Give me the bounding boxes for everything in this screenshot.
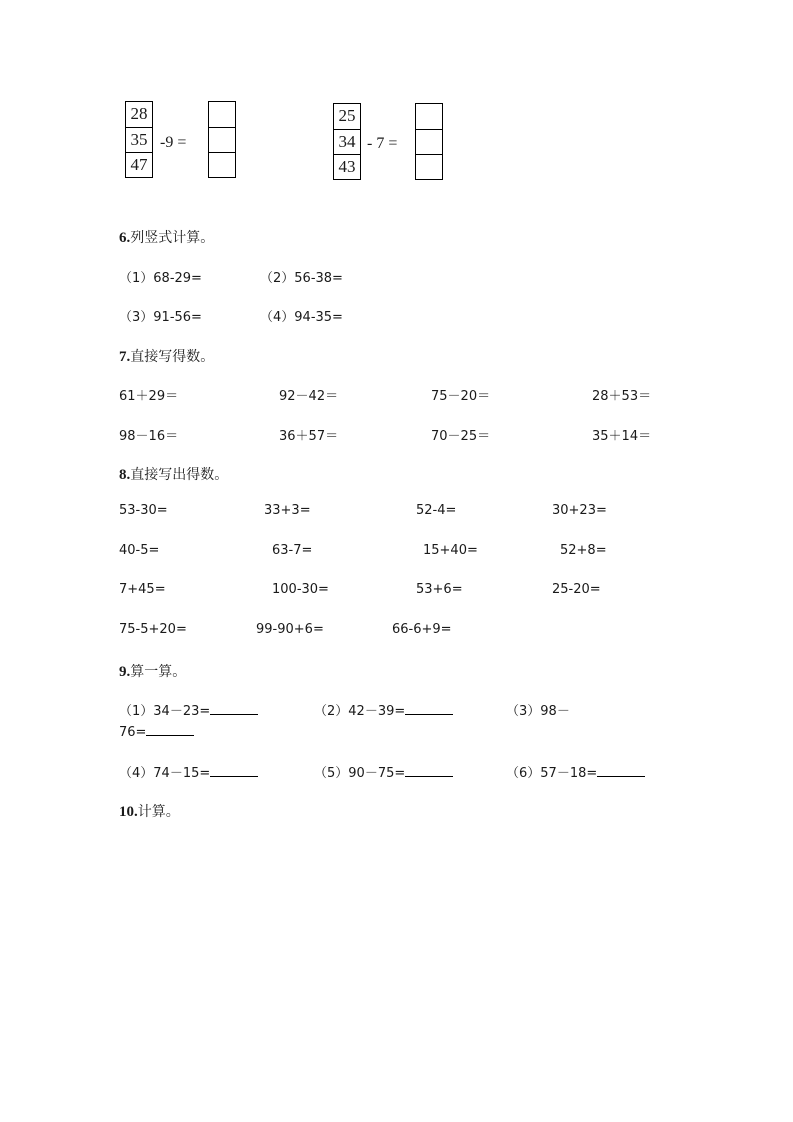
q7-item: 70－25＝ <box>431 429 491 444</box>
q8-item: 30+23= <box>552 503 607 518</box>
answer-box[interactable] <box>209 127 235 152</box>
question-10-title <box>119 801 180 821</box>
q9-expression: （2）42－39= <box>314 704 406 719</box>
q6-item-4: （4）94-35= <box>260 310 343 325</box>
q8-item: 100-30= <box>272 582 329 597</box>
q8-item: 7+45= <box>119 582 166 597</box>
answer-box[interactable] <box>416 154 442 179</box>
q9-item-5 <box>314 762 453 781</box>
question-text: 列竖式计算。 <box>130 230 215 246</box>
q9-expression: （6）57－18= <box>506 766 598 781</box>
q9-item-4 <box>119 762 258 781</box>
q8-item: 33+3= <box>264 503 311 518</box>
q9-expression: （5）90－75= <box>314 766 406 781</box>
stack-number: 35 <box>126 127 152 152</box>
stack-number: 34 <box>334 129 360 154</box>
q9-item-1 <box>119 700 258 719</box>
stack-number: 25 <box>338 106 356 125</box>
q6-item-1: （1）68-29= <box>119 271 202 286</box>
q9-expression: （4）74－15= <box>119 766 211 781</box>
q8-item: 52+8= <box>560 543 607 558</box>
q7-item: 36＋57＝ <box>279 429 339 444</box>
q7-item: 75－20＝ <box>431 389 491 404</box>
answer-blank[interactable] <box>210 702 258 715</box>
question-7-title <box>119 346 214 366</box>
q8-item: 53+6= <box>416 582 463 597</box>
number-stack-1 <box>125 101 153 178</box>
q9-expression: （1）34－23= <box>119 704 211 719</box>
q8-item: 75-5+20= <box>119 622 187 637</box>
question-number: 10. <box>119 804 138 820</box>
q8-item: 40-5= <box>119 543 160 558</box>
q8-item: 53-30= <box>119 503 168 518</box>
answer-box[interactable] <box>416 129 442 154</box>
q8-item: 52-4= <box>416 503 457 518</box>
stack-number: 47 <box>126 152 152 177</box>
question-number: 6. <box>119 230 131 246</box>
q7-item: 61＋29＝ <box>119 389 179 404</box>
q8-item: 15+40= <box>423 543 478 558</box>
q6-item-3: （3）91-56= <box>119 310 202 325</box>
answer-blank[interactable] <box>146 723 194 736</box>
q8-item: 99-90+6= <box>256 622 324 637</box>
question-number: 7. <box>119 349 131 365</box>
answer-boxes-1[interactable] <box>208 101 236 178</box>
stack-number: 28 <box>130 104 148 123</box>
question-9-title <box>119 661 186 681</box>
answer-blank[interactable] <box>210 764 258 777</box>
q7-item: 35＋14＝ <box>592 429 652 444</box>
q7-item: 28＋53＝ <box>592 389 652 404</box>
question-text: 算一算。 <box>130 664 187 680</box>
question-text: 计算。 <box>137 804 180 820</box>
q9-item-6 <box>506 762 645 781</box>
answer-blank[interactable] <box>405 764 453 777</box>
stack-number: 43 <box>334 154 360 179</box>
q8-item: 66-6+9= <box>392 622 452 637</box>
answer-box[interactable] <box>209 102 235 127</box>
answer-box[interactable] <box>209 152 235 177</box>
q9-expression: 76= <box>119 725 147 740</box>
q7-item: 92－42＝ <box>279 389 339 404</box>
number-stack-2 <box>333 103 361 180</box>
answer-box[interactable] <box>416 104 442 129</box>
operator-text: - 7 = <box>367 135 398 152</box>
operator-text: -9 = <box>160 134 187 151</box>
answer-blank[interactable] <box>405 702 453 715</box>
question-text: 直接写出得数。 <box>130 467 229 483</box>
q9-item-3: （3）98－ <box>506 704 570 719</box>
q9-item-3-continued <box>119 723 194 740</box>
question-text: 直接写得数。 <box>130 349 215 365</box>
answer-boxes-2[interactable] <box>415 103 443 180</box>
q9-item-2 <box>314 700 453 719</box>
q8-item: 25-20= <box>552 582 601 597</box>
q7-item: 98－16＝ <box>119 429 179 444</box>
q6-item-2: （2）56-38= <box>260 271 343 286</box>
q8-item: 63-7= <box>272 543 313 558</box>
question-number: 8. <box>119 467 131 483</box>
question-number: 9. <box>119 664 131 680</box>
question-6-title <box>119 227 214 247</box>
question-8-title <box>119 464 228 484</box>
answer-blank[interactable] <box>597 764 645 777</box>
